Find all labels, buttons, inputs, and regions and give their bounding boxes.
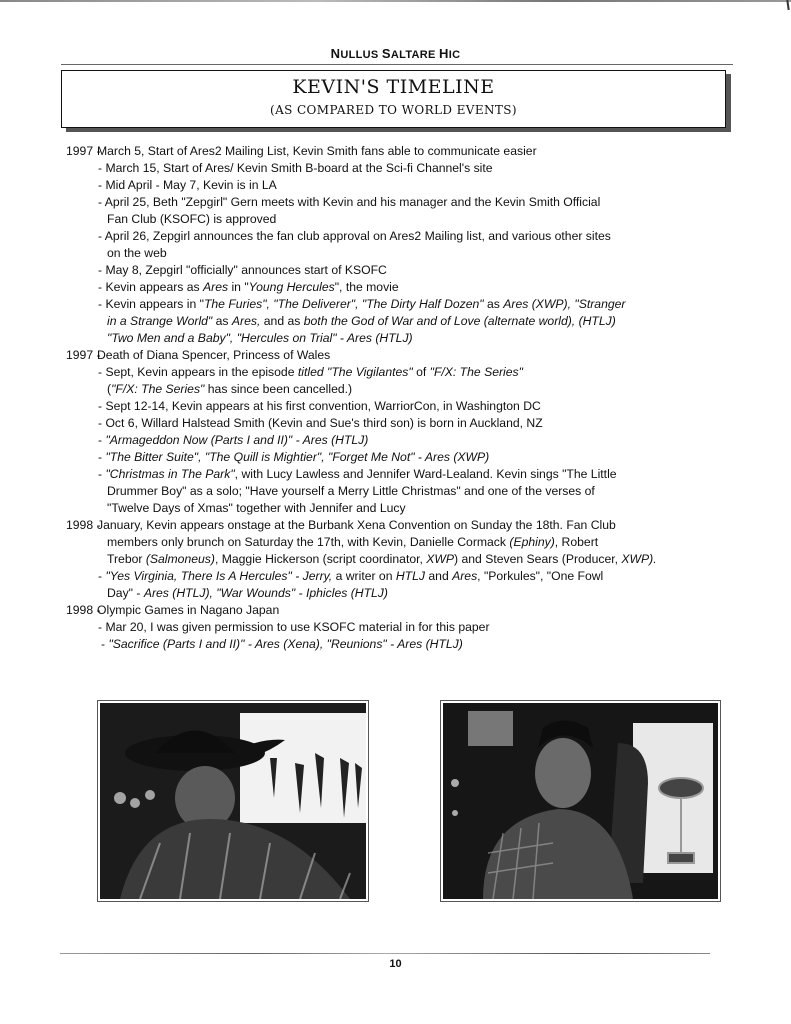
timeline-item: - "The Bitter Suite", "The Quill is Mightier", "Forget Me Not" - Ares (XWP) xyxy=(98,450,490,464)
item-text: Mid April - May 7, Kevin is in LA xyxy=(105,178,277,192)
scan-edge xyxy=(0,0,791,2)
text-segment: Trebor xyxy=(107,552,146,566)
page-subtitle: (AS COMPARED TO WORLD EVENTS) xyxy=(269,103,518,117)
text-segment: Ares (HTLJ), "War Wounds" - Iphicles (HTLJ) xyxy=(143,586,388,600)
text-segment: and as xyxy=(260,314,304,328)
timeline-item: - "Armageddon Now (Parts I and II)" - Ares (HTLJ) xyxy=(98,433,369,447)
timeline-item: - April 26, Zepgirl announces the fan club approval on Ares2 Mailing list, and various other sites on the web xyxy=(66,228,746,262)
text-segment: XWP). xyxy=(621,552,657,566)
item-text: March 15, Start of Ares/ Kevin Smith B-board at the Sci-fi Channel's site xyxy=(105,161,493,175)
entry-text: Death of Diana Spencer, Princess of Wales xyxy=(97,348,331,362)
text-segment: January, Kevin appears onstage at the Burbank Xena Convention on Sunday the 18th. Fan Club xyxy=(97,518,616,532)
entry-year: 1998 - xyxy=(66,603,101,617)
entry-year: 1997 - xyxy=(66,348,101,362)
item-text: Oct 6, Willard Halstead Smith (Kevin and Sue's third son) is born in Auckland, NZ xyxy=(105,416,543,430)
text-segment: Day" - xyxy=(107,586,144,600)
timeline-item: - Sept 12-14, Kevin appears at his first convention, WarriorCon, in Washington DC xyxy=(98,399,541,413)
entry-text: Olympic Games in Nagano Japan xyxy=(97,603,280,617)
entry-main xyxy=(66,347,746,364)
timeline xyxy=(66,143,746,653)
text-segment: "Sacrifice (Parts I and II)" - Ares (Xena), "Reunions" - Ares (HTLJ) xyxy=(108,637,463,651)
timeline-item: - May 8, Zepgirl "officially" announces start of KSOFC xyxy=(98,263,387,277)
running-head: NULLUS SALTARE HIC xyxy=(330,46,461,61)
item-continuation xyxy=(98,500,746,517)
timeline-entry xyxy=(66,517,746,602)
text-segment: Ares xyxy=(452,569,478,583)
timeline-item: - March 15, Start of Ares/ Kevin Smith B-board at the Sci-fi Channel's site xyxy=(98,161,493,175)
photo-image xyxy=(100,703,366,899)
timeline-item: - "Yes Virginia, There Is A Hercules" - Jerry, a writer on HTLJ and Ares, "Porkules", "One Fowl Day" - Ares (HTLJ), "War Wounds" - Iphicles (HTLJ) xyxy=(66,568,746,602)
text-segment: HTLJ xyxy=(395,569,425,583)
text-segment: "The Bitter Suite", "The Quill is Mightier", "Forget Me Not" - Ares (XWP) xyxy=(105,450,490,464)
entry-main xyxy=(66,143,746,160)
item-text: May 8, Zepgirl "officially" announces start of KSOFC xyxy=(105,263,387,277)
photo-image xyxy=(443,703,718,899)
entry-year: 1997 - xyxy=(66,144,101,158)
text-segment: "Christmas in The Park" xyxy=(105,467,235,481)
text-segment: ( xyxy=(107,382,112,396)
text-segment: both the God of War and of Love (alternate world), (HTLJ) xyxy=(303,314,616,328)
text-segment: "Two Men and a Baby", "Hercules on Trial" - Ares (HTLJ) xyxy=(107,331,413,345)
item-text: April 26, Zepgirl announces the fan club approval on Ares2 Mailing list, and various other sites xyxy=(104,229,611,243)
timeline-item: - Mid April - May 7, Kevin is in LA xyxy=(98,178,277,192)
timeline-item: - "Christmas in The Park", with Lucy Lawless and Jennifer Ward-Lealand. Kevin sings "The Little Drummer Boy" as a solo; "Have yourself a Merry Little Christmas" and one of the verses of "Twelve Days of Xmas" together with Jennifer and Lucy xyxy=(66,466,746,517)
text-segment: as xyxy=(212,314,232,328)
timeline-item: - Oct 6, Willard Halstead Smith (Kevin and Sue's third son) is born in Auckland, NZ xyxy=(98,416,543,430)
text-segment: , Maggie Hickerson (script coordinator, xyxy=(214,552,427,566)
title-box xyxy=(61,70,726,128)
text-segment: XWP xyxy=(426,552,455,566)
header-rule xyxy=(61,64,733,65)
item-continuation xyxy=(98,483,746,500)
entry-main xyxy=(66,602,746,619)
item-continuation: Fan Club (KSOFC) is approved xyxy=(107,212,277,226)
text-segment: members only brunch on Saturday the 17th, with Kevin, Danielle Cormack xyxy=(107,535,510,549)
timeline-item: - Mar 20, I was given permission to use KSOFC material in for this paper xyxy=(98,620,490,634)
photo-row xyxy=(0,700,791,900)
entry-text: March 5, Start of Ares2 Mailing List, Kevin Smith fans able to communicate easier xyxy=(97,144,537,158)
text-segment: of xyxy=(412,365,430,379)
text-segment: titled "The Vigilantes" xyxy=(297,365,413,379)
timeline-entry xyxy=(66,602,746,653)
text-segment: a writer on xyxy=(332,569,396,583)
text-segment: "Yes Virginia, There Is A Hercules" - Jerry, xyxy=(105,569,333,583)
page-title: KEVIN'S TIMELINE xyxy=(292,76,495,98)
item-continuation xyxy=(98,313,746,330)
text-segment: , with Lucy Lawless and Jennifer Ward-Lealand. Kevin sings "The Little xyxy=(234,467,617,481)
text-segment: The Furies", "The Deliverer", "The Dirty Half Dozen" xyxy=(203,297,484,311)
timeline-entry xyxy=(66,347,746,517)
footer-rule xyxy=(60,953,710,954)
timeline-item: - Sept, Kevin appears in the episode titled "The Vigilantes" of "F/X: The Series" ("F/X: The Series" has since been cancelled.) xyxy=(66,364,746,398)
text-segment: "F/X: The Series" xyxy=(111,382,205,396)
text-segment: and xyxy=(425,569,453,583)
text-segment: ) and Steven Sears (Producer, xyxy=(454,552,622,566)
text-segment: Drummer Boy" as a solo; "Have yourself a Merry Little Christmas" and one of the verses of xyxy=(107,484,595,498)
item-text: Sept 12-14, Kevin appears at his first convention, WarriorCon, in Washington DC xyxy=(105,399,541,413)
text-segment: has since been cancelled.) xyxy=(204,382,353,396)
text-segment: , Robert xyxy=(554,535,599,549)
timeline-item: - "Sacrifice (Parts I and II)" - Ares (Xena), "Reunions" - Ares (HTLJ) xyxy=(101,637,463,651)
item-continuation xyxy=(98,585,746,602)
text-segment: "F/X: The Series" xyxy=(429,365,523,379)
item-text: April 25, Beth "Zepgirl" Gern meets with Kevin and his manager and the Kevin Smith Official xyxy=(104,195,601,209)
item-continuation xyxy=(98,330,746,347)
text-segment: in a Strange World" xyxy=(107,314,213,328)
text-segment: Young Hercules xyxy=(248,280,335,294)
item-text: Mar 20, I was given permission to use KSOFC material in for this paper xyxy=(105,620,490,634)
timeline-item: - Kevin appears as Ares in "Young Hercules", the movie xyxy=(98,280,399,294)
text-segment: , "Porkules", "One Fowl xyxy=(477,569,604,583)
photo-cowboy-hat xyxy=(97,700,369,902)
text-segment: Kevin appears in " xyxy=(105,297,204,311)
text-segment: Sept, Kevin appears in the episode xyxy=(105,365,298,379)
entry-continuation xyxy=(66,551,746,568)
text-segment: Ares (XWP), "Stranger xyxy=(503,297,626,311)
entry-continuation xyxy=(66,534,746,551)
timeline-entry xyxy=(66,143,746,347)
item-continuation: on the web xyxy=(107,246,167,260)
text-segment: (Ephiny) xyxy=(509,535,555,549)
text-segment: "Armageddon Now (Parts I and II)" - Ares (HTLJ) xyxy=(105,433,369,447)
text-segment: "Twelve Days of Xmas" together with Jennifer and Lucy xyxy=(107,501,406,515)
page-number: 10 xyxy=(389,958,402,970)
text-segment: in " xyxy=(228,280,249,294)
text-segment: as xyxy=(483,297,504,311)
timeline-item: - April 25, Beth "Zepgirl" Gern meets with Kevin and his manager and the Kevin Smith Official Fan Club (KSOFC) is approved xyxy=(66,194,746,228)
entry-main xyxy=(66,517,746,534)
timeline-item: - Kevin appears in "The Furies", "The Deliverer", "The Dirty Half Dozen" as Ares (XWP), "Stranger in a Strange World" as Ares, and as both the God of War and of Love (alternate world), (HTLJ) "Two Men and a Baby", "Hercules on Trial" - Ares (HTLJ) xyxy=(66,296,746,347)
item-continuation xyxy=(98,381,746,398)
text-segment: Ares, xyxy=(231,314,261,328)
entry-year: 1998 - xyxy=(66,518,101,532)
text-segment: (Salmoneus) xyxy=(145,552,215,566)
photo-trophy-room xyxy=(440,700,721,902)
text-segment: ", the movie xyxy=(334,280,399,294)
text-segment: Ares xyxy=(203,280,229,294)
text-segment: Kevin appears as xyxy=(105,280,204,294)
